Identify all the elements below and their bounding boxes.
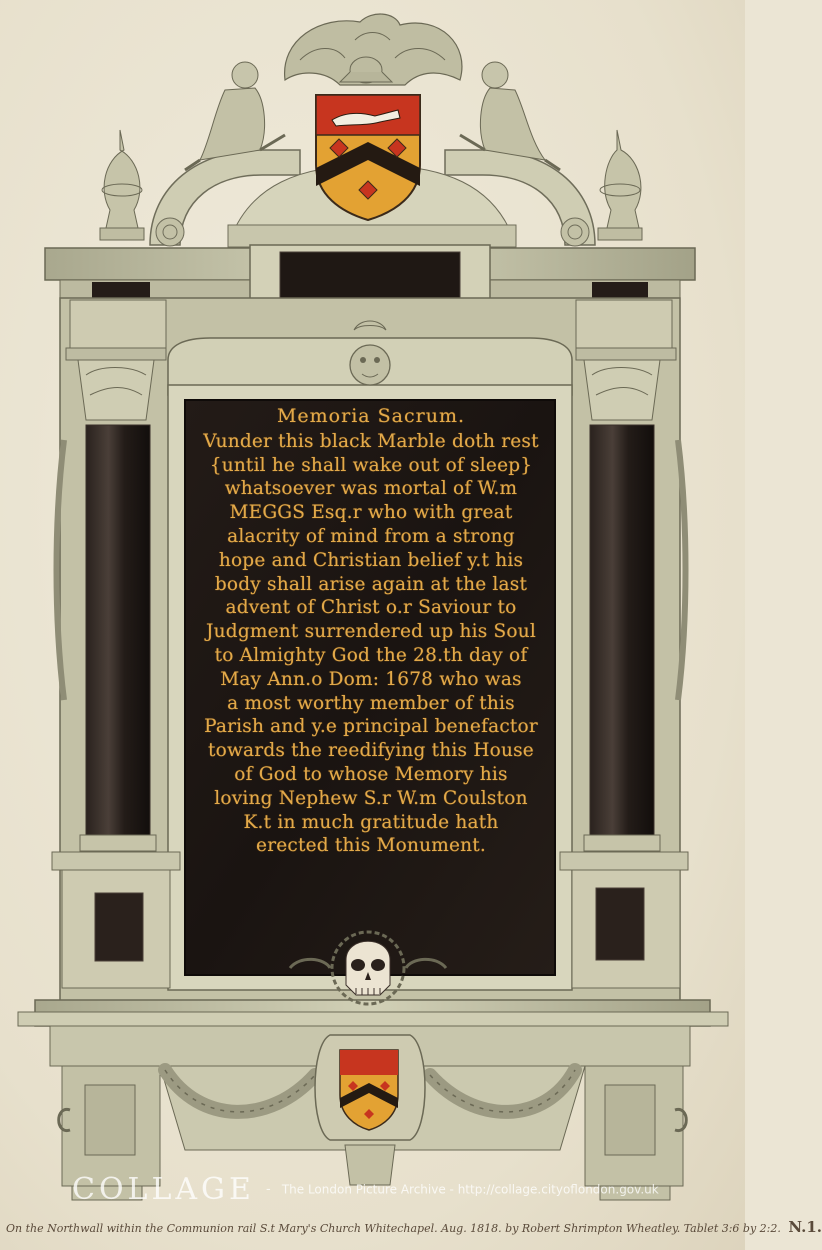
inscription-line: May Ann.o Dom: 1678 who was — [220, 668, 522, 690]
inscription-line: advent of Christ o.r Saviour to — [225, 597, 517, 619]
inscription-line: hope and Christian belief y.t his — [218, 549, 524, 571]
watermark-logo: COLLAGE — [72, 1172, 255, 1207]
caption-text: On the Northwall within the Communion rail S.t Mary's Church Whitechapel. Aug. 1818. by Robert Shrimpton Wheatley. Tablet 3:6 by 2:2. — [6, 1222, 781, 1235]
inscription-line: loving Nephew S.r W.m Coulston — [214, 787, 528, 809]
watermark-separator: - — [266, 1182, 271, 1197]
inscription-title: Memoria Sacrum. — [276, 405, 466, 427]
inscription-line: body shall arise again at the last — [214, 573, 528, 595]
inscription-line: Parish and y.e principal benefactor — [204, 716, 538, 738]
inscription-line: erected this Monument. — [256, 835, 486, 857]
inscription-line: {until he shall wake out of sleep} — [209, 454, 533, 476]
inscription-line: Vunder this black Marble doth rest — [203, 430, 539, 452]
urn-finial-icon-left — [100, 130, 144, 240]
plate-number: N.1. — [788, 1218, 822, 1236]
column-left — [86, 425, 150, 835]
coat-of-arms-icon-lower — [315, 1035, 425, 1185]
column-right — [590, 425, 654, 835]
inscription-line: whatsoever was mortal of W.m — [224, 478, 518, 500]
inscription-line: to Almighty God the 28.th day of — [214, 644, 528, 666]
inscription-line: a most worthy member of this — [227, 692, 515, 714]
inscription-line: Judgment surrendered up his Soul — [206, 621, 536, 643]
watermark-text: The London Picture Archive - http://collage.cityoflondon.gov.uk — [281, 1182, 659, 1197]
inscription-line: of God to whose Memory his — [234, 763, 508, 785]
inscription-line: alacrity of mind from a strong — [227, 525, 515, 547]
inscription-line: K.t in much gratitude hath — [243, 811, 499, 833]
urn-finial-icon-right — [598, 130, 642, 240]
coat-of-arms-icon — [316, 95, 420, 220]
inscription-line: MEGGS Esq.r who with great — [229, 502, 513, 524]
inscription — [190, 405, 552, 858]
drawing-caption — [6, 1218, 822, 1236]
archive-watermark — [72, 1172, 672, 1207]
inscription-line: towards the reedifying this House — [208, 740, 534, 762]
